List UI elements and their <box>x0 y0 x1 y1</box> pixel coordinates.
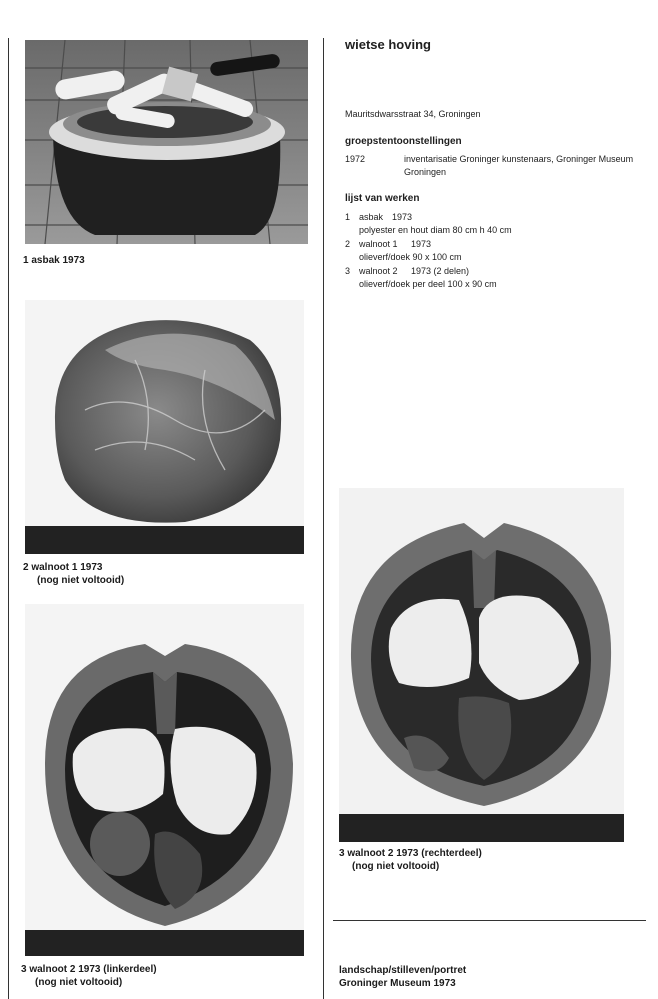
work-3-title: walnoot 2 <box>359 266 398 276</box>
work-2-detail: olieverf/doek 90 x 100 cm <box>359 252 462 262</box>
work-1-title: asbak <box>359 212 384 222</box>
left-margin-rule <box>8 38 9 999</box>
column-divider <box>323 38 324 999</box>
work-1-num: 1 <box>345 212 351 222</box>
work-1-detail: polyester en hout diam 80 cm h 40 cm <box>359 225 512 235</box>
work-3-year: 1973 (2 delen) <box>411 266 470 276</box>
exhibitions-heading: groepstentoonstellingen <box>345 136 462 147</box>
photo-asbak <box>25 40 308 244</box>
exhibition-year: 1972 <box>345 154 366 164</box>
work-3-detail: olieverf/doek per deel 100 x 90 cm <box>359 279 497 289</box>
photo-walnoot-2-right <box>339 488 624 842</box>
photo-walnoot-2-left <box>25 604 304 956</box>
work-2-year: 1973 <box>411 239 432 249</box>
caption-walnoot-1-note: (nog niet voltooid) <box>37 575 125 586</box>
photo-walnoot-1 <box>25 300 304 554</box>
caption-walnoot-2-left-note: (nog niet voltooid) <box>35 977 123 988</box>
footer-publisher: Groninger Museum 1973 <box>339 978 456 989</box>
artist-name: wietse hoving <box>345 37 431 52</box>
caption-walnoot-2-right: 3 walnoot 2 1973 (rechterdeel) <box>339 848 482 859</box>
caption-asbak: 1 asbak 1973 <box>23 255 85 266</box>
exhibition-title: inventarisatie Groninger kunstenaars, Groninger Museum <box>404 154 634 164</box>
work-3-num: 3 <box>345 266 351 276</box>
works-heading: lijst van werken <box>345 193 420 204</box>
artist-address: Mauritsdwarsstraat 34, Groningen <box>345 109 481 119</box>
footer-rule <box>333 920 646 921</box>
caption-walnoot-2-left: 3 walnoot 2 1973 (linkerdeel) <box>21 964 157 975</box>
caption-walnoot-2-right-note: (nog niet voltooid) <box>352 861 440 872</box>
work-2-title: walnoot 1 <box>359 239 398 249</box>
footer-series: landschap/stilleven/portret <box>339 965 467 976</box>
work-2-num: 2 <box>345 239 351 249</box>
work-1-year: 1973 <box>392 212 413 222</box>
exhibition-place: Groningen <box>404 167 447 177</box>
caption-walnoot-1: 2 walnoot 1 1973 <box>23 562 103 573</box>
